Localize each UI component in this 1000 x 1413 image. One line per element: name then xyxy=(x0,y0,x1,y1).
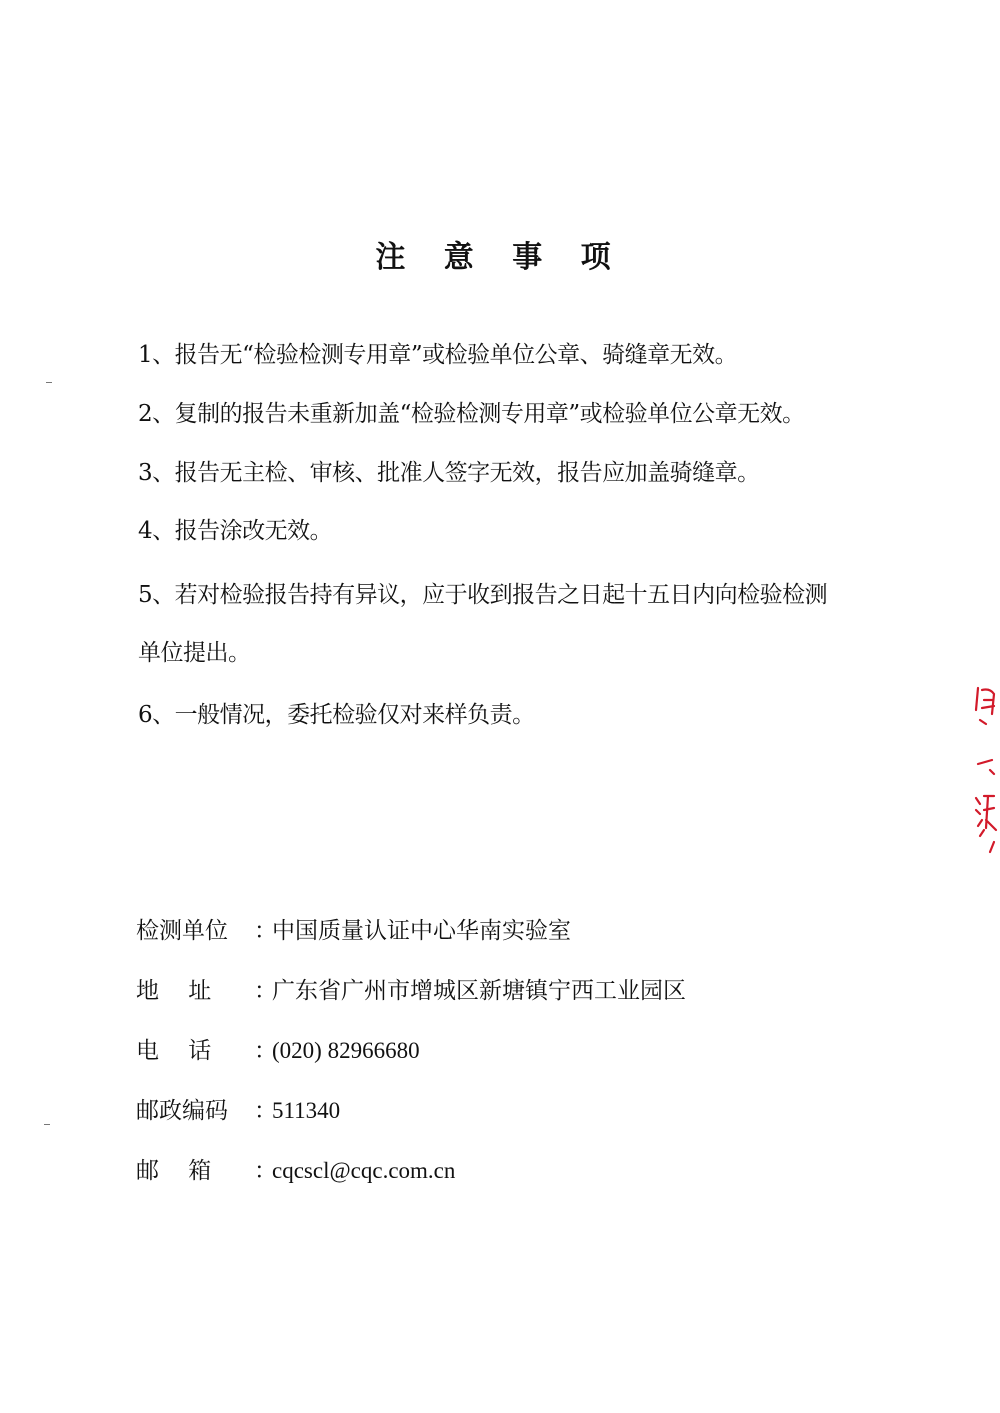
notice-item-5-continued: 单位提出。 xyxy=(138,640,251,666)
notice-item-5: 5、若对检验报告持有异议，应于收到报告之日起十五日内向检验检测 xyxy=(138,582,828,608)
contact-unit-value: 中国质量认证中心华南实验室 xyxy=(272,918,571,944)
scan-speck xyxy=(46,382,52,383)
seam-stamp-fragment xyxy=(970,680,1000,880)
contact-address-value: 广东省广州市增城区新塘镇宁西工业园区 xyxy=(272,978,686,1004)
scan-speck xyxy=(44,1124,50,1125)
notice-item-2: 2、复制的报告未重新加盖“检验检测专用章”或检验单位公章无效。 xyxy=(138,401,805,427)
page-title: 注 意 事 项 xyxy=(375,240,625,275)
contact-unit-label: 检测单位 xyxy=(136,918,228,944)
contact-address-label: 地 址 xyxy=(136,978,212,1004)
contact-postcode-label: 邮政编码 xyxy=(136,1098,228,1124)
contact-unit-colon: ： xyxy=(254,918,277,944)
contact-phone-colon: ： xyxy=(254,1038,277,1064)
notice-item-1: 1、报告无“检验检测专用章”或检验单位公章、骑缝章无效。 xyxy=(138,342,738,368)
contact-postcode-value: 511340 xyxy=(272,1098,341,1123)
contact-phone-value: (020) 82966680 xyxy=(272,1038,420,1063)
contact-address-colon: ： xyxy=(254,978,277,1004)
contact-postcode-colon: ： xyxy=(254,1098,277,1124)
contact-postcode-row xyxy=(136,1092,340,1125)
contact-email-row xyxy=(136,1152,455,1185)
contact-email-value: cqcscl@cqc.com.cn xyxy=(272,1158,456,1183)
notice-item-6: 6、一般情况，委托检验仅对来样负责。 xyxy=(138,702,535,728)
contact-email-colon: ： xyxy=(254,1158,277,1184)
contact-phone-row xyxy=(136,1032,420,1065)
notice-item-3: 3、报告无主检、审核、批准人签字无效，报告应加盖骑缝章。 xyxy=(138,460,760,486)
contact-email-label: 邮 箱 xyxy=(136,1158,212,1184)
contact-address-row xyxy=(136,972,686,1005)
contact-phone-label: 电 话 xyxy=(136,1038,212,1064)
notice-item-4: 4、报告涂改无效。 xyxy=(138,518,333,544)
contact-unit-row xyxy=(136,912,571,945)
